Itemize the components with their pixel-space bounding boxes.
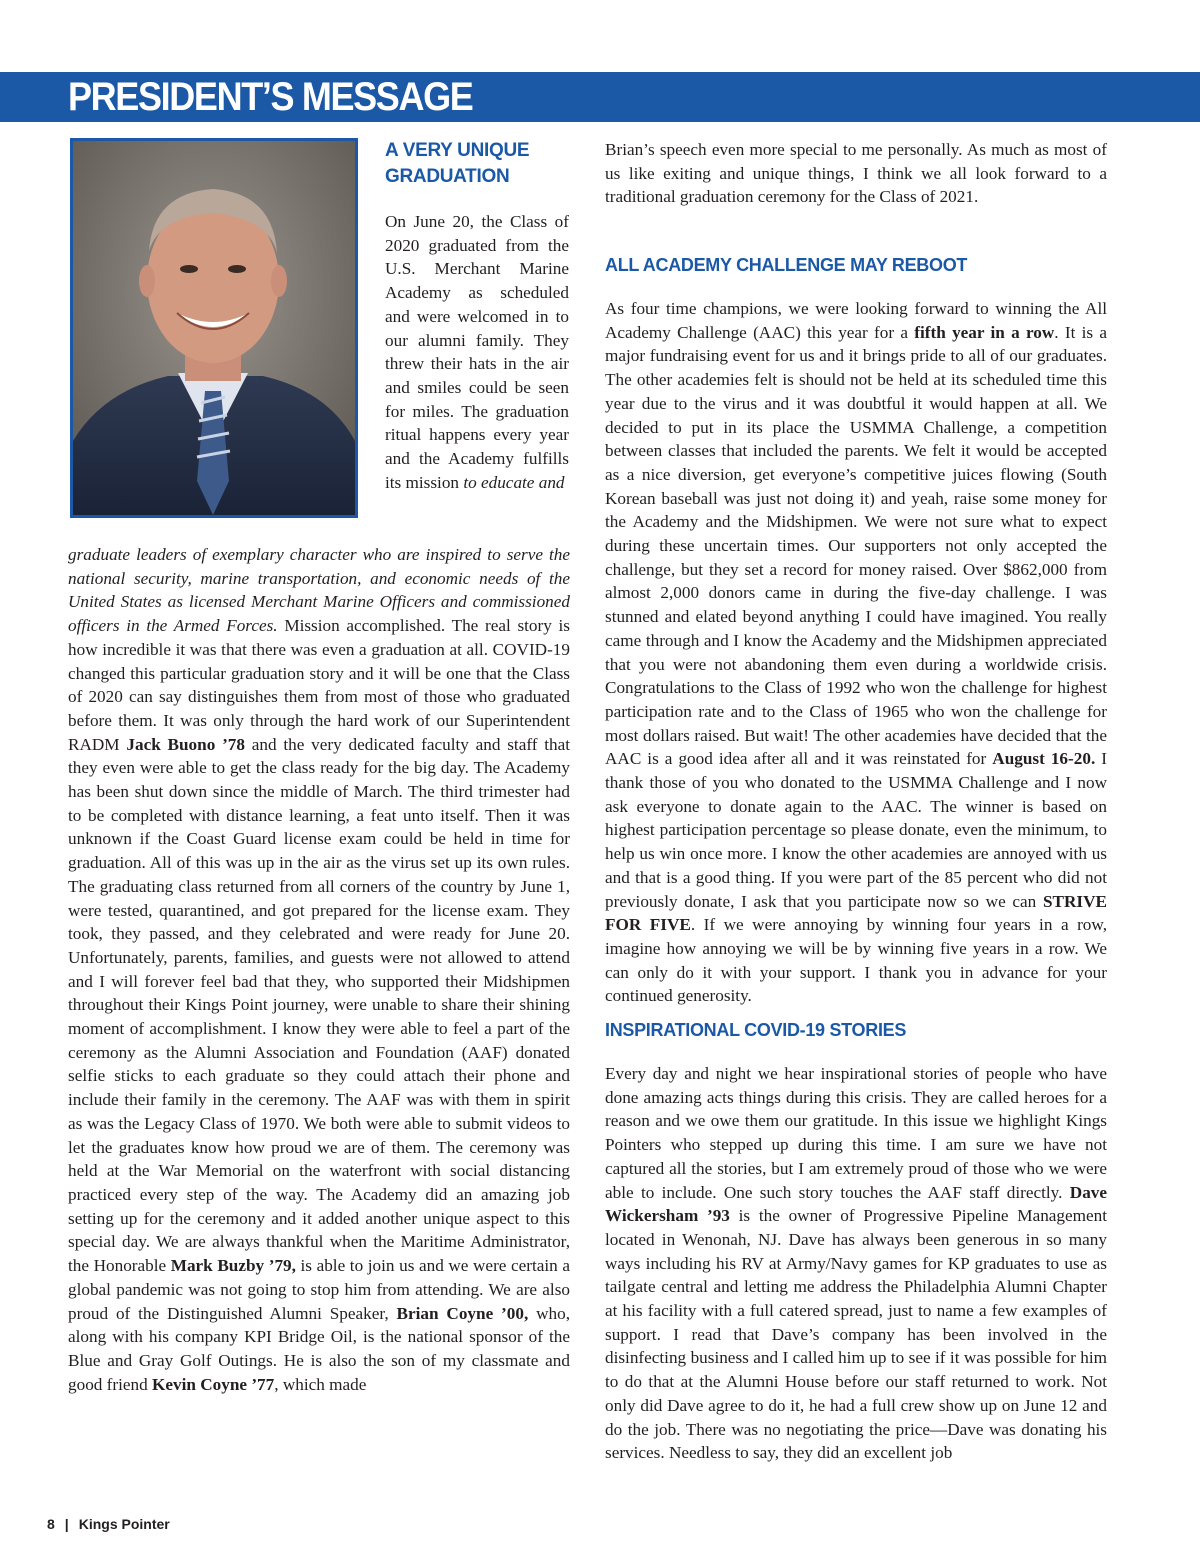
bold-fifth-year: fifth year in a row	[914, 322, 1055, 342]
section-heading-aac: ALL ACADEMY CHALLENGE MAY REBOOT	[605, 255, 968, 275]
page-number: 8	[47, 1516, 55, 1532]
section-aac	[605, 253, 1107, 1008]
page-title: PRESIDENT’S MESSAGE	[68, 75, 473, 119]
portrait-image	[73, 141, 355, 515]
page-footer	[47, 1516, 170, 1532]
bold-strive-for-five: STRIVE FOR FIVE	[605, 891, 1107, 935]
graduation-story-continued: Brian’s speech even more special to me personally. As much as most of us like exiting and unique things, I think we all look forward to a traditional graduation ceremony for the Class of 2021.	[605, 140, 1107, 207]
mission-statement-start: to educate and	[463, 472, 565, 492]
aac-paragraph: As four time champions, we were looking forward to winning the All Academy Challenge (AAC) this year for a fifth year in a row. It is a major fundraising event for us and it brings pride to all of our graduates. The other academies felt is should not be held at its scheduled time this year due to the virus and it was doubtful it would happen at all. We decided to put in its place the USMMA Challenge, a competition between classes that included the parents. We felt it would be accepted as a nice diversion, get everyone’s competitive juices flowing (South Korean baseball was just not doing it) and yeah, raise some money for the Academy and the Midshipmen. We were not sure what to expect during these uncertain times. Our supporters not only accepted the challenge, but they set a record for money raised. Over $862,000 from almost 2,000 donors came in during the five-day challenge. I was stunned and elated beyond anything I could have imagined. You really came through and I know the Academy and the Midshipmen appreciated that you were not abandoning them even during a worldwide crisis. Congratulations to the Class of 1992 who won the challenge for highest participation rate and to the Class of 1965 who won the challenge for most dollars raised. But wait! The other academies have decided that the AAC is a good idea after all and it was reinstated for August 16-20. I thank those of you who donated to the USMMA Challenge and I now ask everyone to donate again to the AAC. The winner is based on highest participation percentage so please donate, even the minimum, to help us win once more. I know the other academies are annoyed with us and that is a good thing. If you were part of the 85 percent who did not previously donate, I ask that you participate now so we can STRIVE FOR FIVE. If we were annoying by winning four years in a row, imagine how annoying we will be by winning five years in a row. We can only do it with your support. I thank you in advance for your continued generosity.	[605, 299, 1108, 1006]
name-dave-wickersham: Dave Wickersham ’93	[605, 1182, 1108, 1226]
intro-paragraph: On June 20, the Class of 2020 graduated from the U.S. Merchant Marine Academy as scheduled and were welcomed in to our alumni family. They threw their hats in the air and smiles could be seen for miles. The graduation ritual happens every year and the Academy fulfills its mission to educate and	[385, 212, 569, 492]
section-covid-stories	[605, 1018, 1107, 1465]
covid-paragraph: Every day and night we hear inspirational stories of people who have done amazing acts things during this crisis. They are called heroes for a reason and we owe them our gratitude. In this issue we highlight Kings Pointers who stepped up during this time. I am sure we have not captured all the stories, but I am extremely proud of those who we were able to include. One such story touches the AAF staff directly. Dave Wickersham ’93 is the owner of Progressive Pipeline Management located in Wenonah, NJ. Dave has always been generous in so many ways including his RV at Army/Navy games for KP graduates to use as tailgate central and letting me address the Philadelphia Alumni Chapter at his facility with a full catered spread, just to name a few examples of support. I read that Dave’s company has been involved in the disinfecting business and I called him up to see if it was possible for him to do that at the Alumni House before our staff returned to work. Not only did Dave agree to do it, he had a full crew show up on June 12 and do the job. There was no negotiating the price—Dave was donating his services. Needless to say, they did an excellent job	[605, 1064, 1108, 1463]
president-photo	[70, 138, 358, 518]
section-heading-covid: INSPIRATIONAL COVID-19 STORIES	[605, 1020, 907, 1040]
publication-name: Kings Pointer	[78, 1516, 170, 1532]
title-banner	[0, 72, 1200, 122]
name-mark-buzby: Mark Buzby ’79,	[170, 1256, 296, 1276]
graduation-story: graduate leaders of exemplary character who are inspired to serve the national security, marine transportation, and economic needs of the United States as licensed Merchant Marine Officers and commissioned officers in the Armed Forces. Mission accomplished. The real story is how incredible it was that there was even a graduation at all. COVID-19 changed this particular graduation story and it will be one that the Class of 2020 can say distinguishes them from most of those who graduated before them. It was only through the hard work of our Superintendent RADM Jack Buono ’78 and the very dedicated faculty and staff that they even were able to get the class ready for the big day. The Academy has been shut down since the middle of March. The third trimester had to be completed with distance learning, a feat unto itself. Then it was unknown if the Coast Guard license exam could be held in time for graduation. All of this was up in the air as the virus set up its own rules. The graduating class returned from all corners of the country by June 1, were tested, quarantined, and got prepared for the license exam. They took, they passed, and they celebrated and were ready for June 20. Unfortunately, parents, families, and guests were not allowed to attend and I will forever feel bad that they, who supported their Midshipmen throughout their Kings Point journey, were unable to share their shining moment of accomplishment. I know they were able to feel a part of the ceremony as the Alumni Association and Foundation (AAF) donated selfie sticks to each graduate so they could attach their phone and include their family in the ceremony. The AAF was with them in spirit as was the Legacy Class of 1970. We both were able to submit videos to let the graduates know how proud we are of them. The ceremony was held at the War Memorial on the waterfront with social distancing practiced every step of the way. The Academy did an amazing job setting up for the ceremony and it added another unique aspect to this special day. We are always thankful when the Maritime Administrator, the Honorable Mark Buzby ’79, is able to join us and we were certain a global pandemic was not going to stop him from attending. We are also proud of the Distinguished Alumni Speaker, Brian Coyne ’00, who, along with his company KPI Bridge Oil, is the national sponsor of the Blue and Gray Golf Outings. He is also the son of my classmate and good friend Kevin Coyne ’77, which made	[68, 545, 571, 1394]
mission-statement: graduate leaders of exemplary character who are inspired to serve the national security, marine transportation, and economic needs of the United States as licensed Merchant Marine Officers and commissioned officers in the Armed Forces.	[68, 545, 570, 636]
bold-aac-dates: August 16-20.	[992, 749, 1096, 769]
right-column	[605, 138, 1107, 209]
name-brian-coyne: Brian Coyne ’00,	[396, 1303, 529, 1323]
footer-separator: |	[64, 1516, 69, 1532]
name-jack-buono: Jack Buono ’78	[126, 734, 245, 754]
section-heading-graduation: A VERY UNIQUE GRADUATION	[385, 140, 530, 187]
name-kevin-coyne: Kevin Coyne ’77	[152, 1374, 275, 1394]
